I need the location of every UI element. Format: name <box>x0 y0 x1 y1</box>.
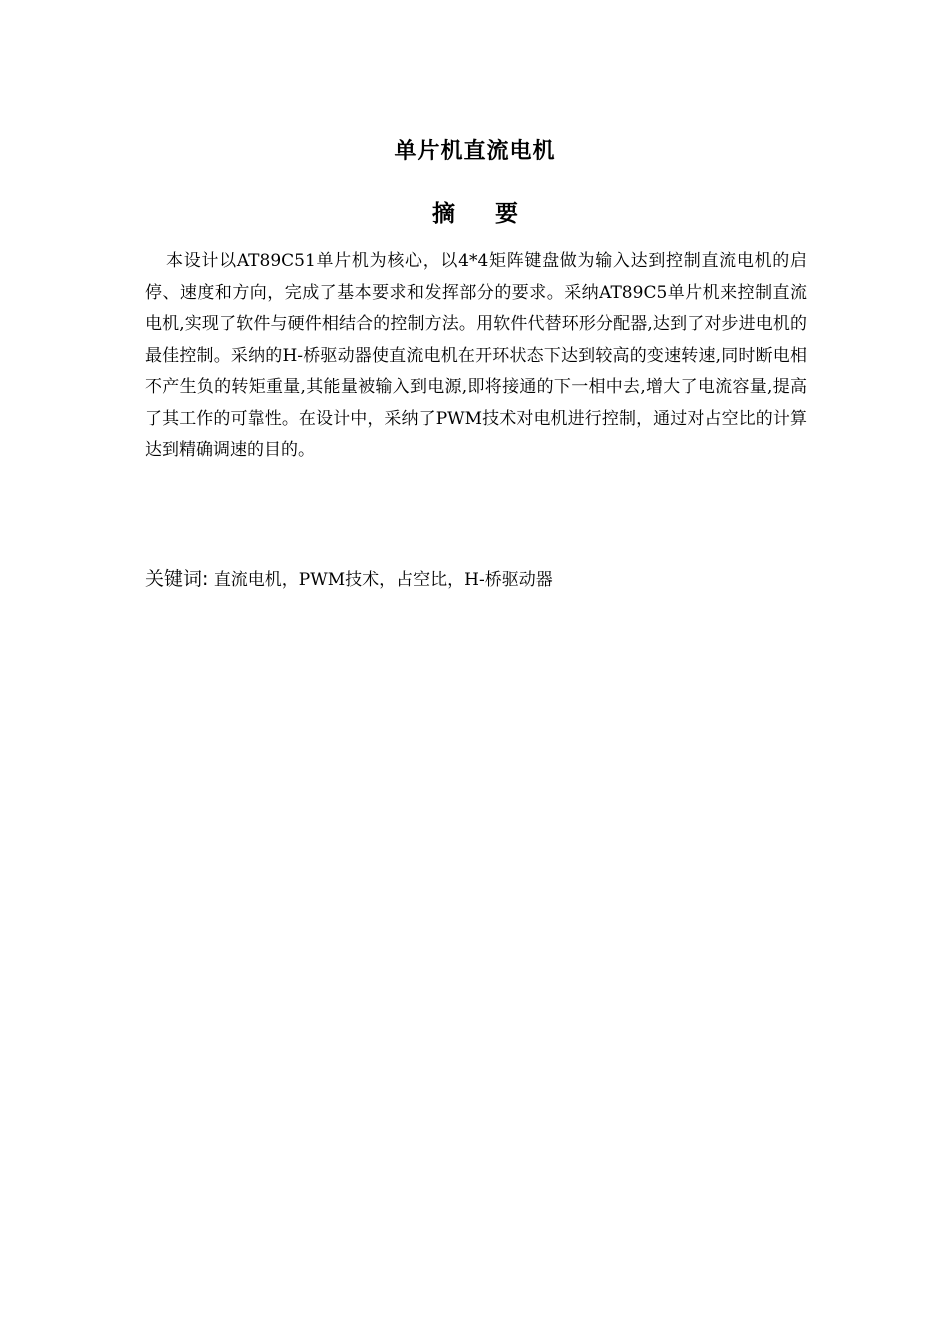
keywords-label: 关键词: <box>145 568 209 590</box>
keywords-line <box>145 566 807 593</box>
abstract-paragraph: 本设计以AT89C51单片机为核心，以4*4矩阵键盘做为输入达到控制直流电机的启停、速度和方向，完成了基本要求和发挥部分的要求。采纳AT89C5单片机来控制直流电机,实现了软件与硬件相结合的控制方法。用软件代替环形分配器,达到了对步进电机的最佳控制。采纳的H-桥驱动器使直流电机在开环状态下达到较高的变速转速,同时断电相不产生负的转矩重量,其能量被输入到电源,即将接通的下一相中去,增大了电流容量,提高了其工作的可靠性。在设计中，采纳了PWM技术对电机进行控制，通过对占空比的计算达到精确调速的目的。 <box>145 251 807 460</box>
abstract-heading-char-2: 要 <box>495 201 518 227</box>
document-title: 单片机直流电机 <box>394 139 556 164</box>
abstract-heading-char-1: 摘 <box>432 201 455 227</box>
abstract-heading <box>0 195 950 228</box>
keywords-value: 直流电机，PWM技术，占空比，H-桥驱动器 <box>213 570 553 590</box>
